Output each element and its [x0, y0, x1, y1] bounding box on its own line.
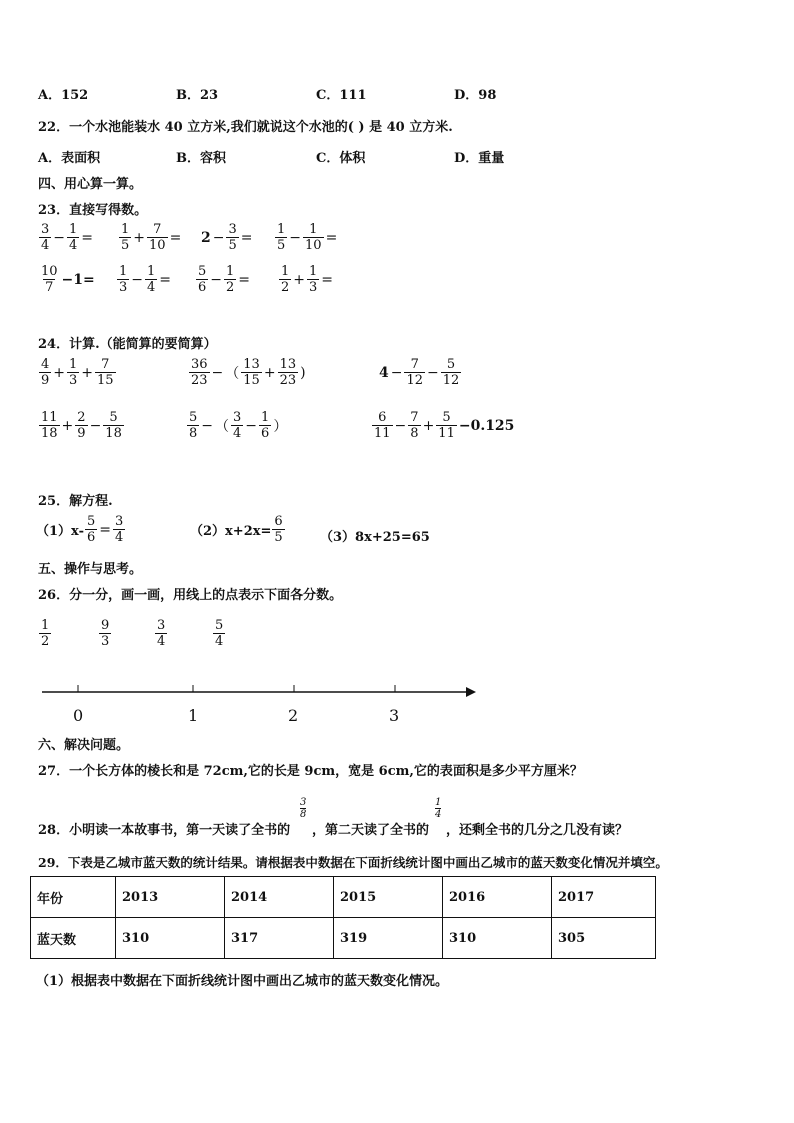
q21-option-a: A．152 — [38, 88, 89, 103]
q24-expr-5: $\frac{5}{8}$ − （ $\frac{3}{4}$ − $\frac{1}{6}$ ） — [189, 410, 288, 441]
q24-expr-2: $\frac{36}{23}$ − （ $\frac{13}{15}$ + $\frac{13}{23}$ ) — [191, 357, 306, 388]
q23-title: 23．直接写得数。 — [38, 203, 148, 218]
q28-text-1: 28．小明读一本故事书，第一天读了全书的 — [38, 823, 291, 838]
q23-expr-5: $\frac{10}{7}$ −1= — [41, 264, 95, 295]
q28-fraction-2: $\frac{1}{4}$ — [435, 797, 442, 820]
q26-title: 26．分一分，画一画，用线上的点表示下面各分数。 — [38, 588, 343, 603]
q22-option-b: B．容积 — [176, 151, 226, 166]
q23-expr-7: $\frac{5}{6}$ − $\frac{1}{2}$ = — [198, 264, 251, 295]
table-cell: 305 — [552, 918, 656, 959]
q22-option-c: C．体积 — [316, 151, 366, 166]
table-row-year — [31, 877, 656, 918]
q26-fraction-1: $\frac{1}{2}$ — [41, 618, 50, 649]
q22-option-a: A．表面积 — [38, 151, 101, 166]
q28-fraction-1: $\frac{3}{8}$ — [300, 797, 307, 820]
q21-option-c: C．111 — [316, 88, 367, 103]
table-cell: 2016 — [443, 877, 552, 918]
tick-label-3: 3 — [389, 706, 400, 725]
q23-expr-2: $\frac{1}{5}$ + $\frac{7}{10}$ = — [121, 222, 182, 253]
tick-label-0: 0 — [73, 706, 84, 725]
section-4-heading: 四、用心算一算。 — [38, 177, 143, 192]
q24-expr-6: $\frac{6}{11}$ − $\frac{7}{8}$ + $\frac{5}{11}$ −0.125 — [374, 410, 515, 441]
q24-expr-4: $\frac{11}{18}$ + $\frac{2}{9}$ − $\frac{5}{18}$ — [41, 410, 122, 441]
q22-text: 22．一个水池能装水 40 立方米,我们就说这个水池的( ) 是 40 立方米. — [38, 120, 453, 135]
q24-expr-1: $\frac{4}{9}$ + $\frac{1}{3}$ + $\frac{7}{15}$ — [41, 357, 114, 388]
q21-option-b: B．23 — [176, 88, 219, 103]
q26-fraction-3: $\frac{3}{4}$ — [157, 618, 166, 649]
q26-fraction-4: $\frac{5}{4}$ — [215, 618, 224, 649]
q22-option-d: D．重量 — [454, 151, 505, 166]
q25-equation-2: （2）x+2x= $\frac{6}{5}$ — [190, 514, 283, 545]
table-row-days — [31, 918, 656, 959]
tick-label-1: 1 — [188, 706, 199, 725]
section-6-heading: 六、解决问题。 — [38, 738, 130, 753]
q25-equation-3: （3）8x+25=65 — [320, 530, 430, 545]
section-5-heading: 五、操作与思考。 — [38, 562, 143, 577]
table-cell: 310 — [443, 918, 552, 959]
table-cell: 2015 — [334, 877, 443, 918]
q23-expr-1: $\frac{3}{4}$ − $\frac{1}{4}$ = — [41, 222, 94, 253]
table-cell: 2017 — [552, 877, 656, 918]
q21-option-d: D．98 — [454, 88, 497, 103]
q23-expr-3: 2 − $\frac{3}{5}$ = — [201, 222, 253, 253]
q23-expr-8: $\frac{1}{2}$ + $\frac{1}{3}$ = — [281, 264, 334, 295]
table-cell: 319 — [334, 918, 443, 959]
q25-title: 25．解方程. — [38, 494, 113, 509]
table-cell: 年份 — [31, 877, 116, 918]
table-cell: 310 — [116, 918, 225, 959]
q26-fraction-2: $\frac{9}{3}$ — [101, 618, 110, 649]
q27-text: 27．一个长方体的棱长和是 72cm,它的长是 9cm，宽是 6cm,它的表面积是多少平方厘米？ — [38, 764, 583, 779]
table-cell: 317 — [225, 918, 334, 959]
table-cell: 2013 — [116, 877, 225, 918]
q29-sub-1: （1）根据表中数据在下面折线统计图中画出乙城市的蓝天数变化情况。 — [36, 974, 449, 989]
q23-expr-4: $\frac{1}{5}$ − $\frac{1}{10}$ = — [277, 222, 338, 253]
tick-label-2: 2 — [288, 706, 299, 725]
blue-sky-table — [30, 876, 656, 959]
table-cell: 蓝天数 — [31, 918, 116, 959]
q28-text-2: ，第二天读了全书的 — [312, 823, 430, 838]
q24-expr-3: 4 − $\frac{7}{12}$ − $\frac{5}{12}$ — [379, 357, 460, 388]
q29-text: 29．下表是乙城市蓝天数的统计结果。请根据表中数据在下面折线统计图中画出乙城市的蓝天数变化情况并填空。 — [38, 855, 668, 870]
q23-expr-6: $\frac{1}{3}$ − $\frac{1}{4}$ = — [119, 264, 172, 295]
q28-text-3: ，还剩全书的几分之几没有读？ — [446, 823, 629, 838]
number-line-arrow — [466, 687, 476, 697]
table-cell: 2014 — [225, 877, 334, 918]
q24-title: 24．计算.（能简算的要简算） — [38, 337, 217, 352]
q25-equation-1: （1）x- $\frac{5}{6}$ = $\frac{3}{4}$ — [36, 514, 124, 545]
number-line — [0, 680, 794, 704]
